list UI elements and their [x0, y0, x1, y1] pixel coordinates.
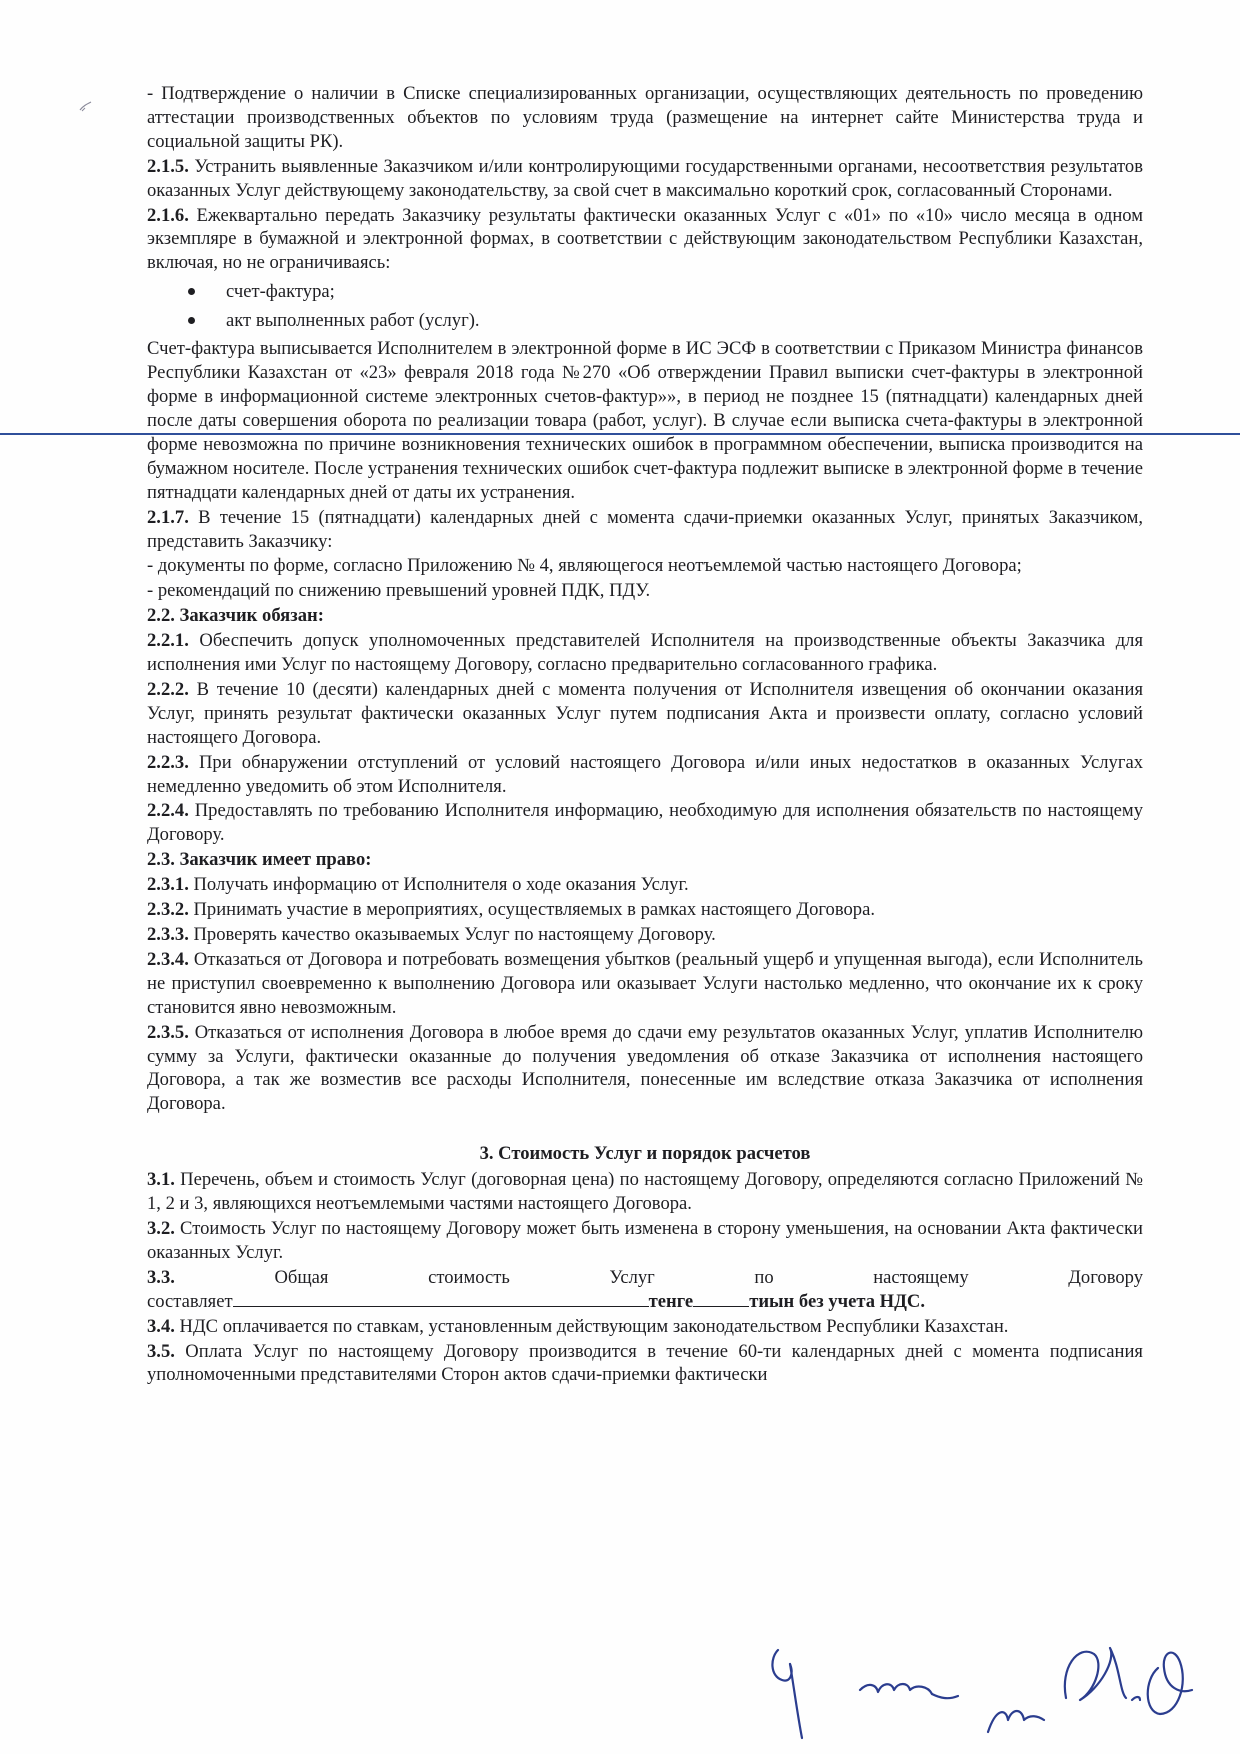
clause-number: 2.3.4. [147, 948, 189, 970]
clause-number: 2.1.5. [147, 155, 189, 177]
clause-number: 2.3.1. [147, 874, 189, 896]
clause-2-3-4 [147, 948, 1143, 1020]
clause-3-5 [147, 1340, 1143, 1388]
handwritten-signatures [760, 1628, 1200, 1748]
clause-number: 3.1. [147, 1169, 175, 1191]
clause-3-3-line-1 [147, 1266, 1143, 1290]
clause-number: 3.3. [147, 1266, 175, 1288]
clause-text: Отказаться от Договора и потребовать возмещения убытков (реальный ущерб и упущенная выгода), если Исполнитель не приступил своевременно к выполнению Договора или оказывает Услуги настолько медленно, что окончание их к сроку становится явно невозможным. [147, 948, 1143, 1018]
clause-number: 2.1.7. [147, 506, 189, 528]
clause-number: 3.5. [147, 1340, 175, 1362]
clause-2-1-7-item-a: - документы по форме, согласно Приложению № 4, являющегося неотъемлемой частью настоящего Договора; [147, 555, 1022, 577]
clause-word: настоящему [873, 1266, 969, 1288]
clause-2-3-3 [147, 923, 1143, 947]
clause-word: Договору [1068, 1266, 1143, 1288]
amount-blank-field [233, 1290, 649, 1307]
clause-2-1-5 [147, 155, 1143, 203]
section-3-title: 3. Стоимость Услуг и порядок расчетов [479, 1143, 811, 1165]
document-body [147, 82, 1143, 1388]
clause-3-3-line-2 [147, 1290, 1143, 1314]
clause-text: Оплата Услуг по настоящему Договору производится в течение 60-ти календарных дней с момента подписания уполномоченными представителями Сторон актов сдачи-приемки фактически [147, 1340, 1143, 1386]
clause-text: Устранить выявленные Заказчиком и/или контролирующими государственными органами, несоответствия результатов оказанных Услуг действующему законодательству, за свой счет в максимально короткий срок, согласованный Сторонами. [147, 155, 1143, 201]
heading-2-2 [147, 604, 1143, 628]
bullet-list [147, 277, 1143, 335]
clause-2-3-1 [147, 873, 1143, 897]
clause-text: Проверять качество оказываемых Услуг по настоящему Договору. [188, 924, 716, 945]
clause-text: Получать информацию от Исполнителя о ходе оказания Услуг. [188, 874, 689, 896]
clause-text: Стоимость Услуг по настоящему Договору может быть изменена в сторону уменьшения, на основании Акта фактически оказанных Услуг. [147, 1217, 1143, 1263]
clause-word: Услуг [609, 1266, 655, 1288]
clause-text: составляет [147, 1290, 233, 1312]
clause-number: 2.2.2. [147, 678, 189, 700]
clause-number: 2.2.1. [147, 630, 189, 652]
clause-2-2-1 [147, 629, 1143, 677]
clause-text: При обнаружении отступлений от условий настоящего Договора и/или иных недостатков в оказанных Услугах немедленно уведомить об этом Исполнителя. [147, 751, 1143, 797]
list-item [147, 306, 1143, 335]
clause-text: Обеспечить допуск уполномоченных представителей Исполнителя на производственные объекты Заказчика для исполнения ими Услуг по настоящему Договору, согласно предварительно согласованного графика. [147, 630, 1143, 676]
clause-number: 2.2.4. [147, 800, 189, 822]
clause-word: по [754, 1266, 774, 1288]
clause-text: Перечень, объем и стоимость Услуг (договорная цена) по настоящему Договору, определяются согласно Приложений № 1, 2 и 3, являющихся неотъемлемыми частями настоящего Договора. [147, 1169, 1143, 1215]
clause-text: Ежеквартально передать Заказчику результаты фактически оказанных Услуг с «01» по «10» число месяца в одном экземпляре в бумажной и электронной формах, в соответствии с действующим законодательством Республики Казахстан, включая, но не ограничиваясь: [147, 204, 1143, 274]
clause-number: 3.2. [147, 1217, 175, 1239]
clause-2-1-6 [147, 204, 1143, 276]
clause-text: В течение 15 (пятнадцати) календарных дней с момента сдачи-приемки оказанных Услуг, принятых Заказчиком, представить Заказчику: [147, 506, 1143, 552]
bullet-icon [188, 317, 195, 324]
clause-number: 2.3.2. [147, 899, 189, 921]
clause-number: 2.1.6. [147, 204, 189, 226]
tiyn-label: тиын без учета НДС. [749, 1290, 926, 1312]
bullet-icon [188, 288, 195, 295]
clause-text: Предоставлять по требованию Исполнителя информацию, необходимую для исполнения обязательств по настоящему Договору. [147, 800, 1143, 846]
heading-2-3 [147, 848, 1143, 872]
clause-2-1-7 [147, 506, 1143, 554]
clause-2-3-2 [147, 898, 1143, 922]
clause-3-2 [147, 1217, 1143, 1265]
clause-2-3-5 [147, 1021, 1143, 1117]
clause-text: НДС оплачивается по ставкам, установленным действующим законодательством Республики Казахстан. [174, 1315, 1009, 1337]
clause-number: 2.3.3. [147, 924, 189, 945]
paragraph-invoice: Счет-фактура выписывается Исполнителем в электронной форме в ИС ЭСФ в соответствии с Приказом Министра финансов Республики Казахстан от «23» февраля 2018 года №270 «Об отверждении Правил выписки счет-фактуры в электронной форме в информационной системе электронных счетов-фактур»», в период не позднее 15 (пятнадцати) календарных дней после даты совершения оборота по реализации товара (работ, услуг). В случае если выписка счета-фактуры в электронной форме невозможна по причине возникновения технических ошибок в программном обеспечении, выписка производится на бумажном носителе. После устранения технических ошибок счет-фактура подлежит выписке в электронной форме в течение пятнадцати календарных дней от даты их устранения. [147, 338, 1143, 503]
clause-2-2-4 [147, 799, 1143, 847]
list-item-text: счет-фактура; [226, 281, 335, 303]
clause-2-2-3 [147, 751, 1143, 799]
list-item [147, 277, 1143, 306]
clause-number: 2.3.5. [147, 1021, 189, 1043]
clause-2-2-2 [147, 678, 1143, 750]
heading-text: 2.2. Заказчик обязан: [147, 605, 324, 627]
clause-number: 3.4. [147, 1315, 175, 1337]
margin-mark [78, 99, 94, 113]
clause-word: стоимость [428, 1266, 510, 1288]
clause-2-1-7-item-b: - рекомендаций по снижению превышений уровней ПДК, ПДУ. [147, 580, 651, 602]
clause-text: В течение 10 (десяти) календарных дней с момента получения от Исполнителя извещения об окончании оказания Услуг, принять результат фактически оказанных Услуг путем подписания Акта и произвести оплату, согласно условий настоящего Договора. [147, 678, 1143, 748]
currency-label: тенге [648, 1290, 694, 1312]
clause-text: Отказаться от исполнения Договора в любое время до сдачи ему результатов оказанных Услуг, уплатив Исполнителю сумму за Услуги, фактически оказанные до получения уведомления об отказе Заказчика от исполнения настоящего Договора, а так же возместив все расходы Исполнителя, понесенные им вследствие отказа Заказчика от исполнения Договора. [147, 1021, 1143, 1115]
heading-text: 2.3. Заказчик имеет право: [147, 849, 372, 871]
clause-word: Общая [274, 1266, 329, 1288]
clause-3-4 [147, 1315, 1143, 1339]
clause-3-1 [147, 1168, 1143, 1216]
list-item-text: акт выполненных работ (услуг). [226, 310, 480, 332]
paragraph-intro: - Подтверждение о наличии в Списке специализированных организации, осуществляющих деятельность по проведению аттестации производственных объектов по условиям труда (размещение на интернет сайте Министерства труда и социальной защиты РК). [147, 83, 1143, 152]
clause-text: Принимать участие в мероприятиях, осуществляемых в рамках настоящего Договора. [188, 899, 875, 921]
clause-number: 2.2.3. [147, 751, 189, 773]
tiyn-blank-field [693, 1290, 749, 1307]
